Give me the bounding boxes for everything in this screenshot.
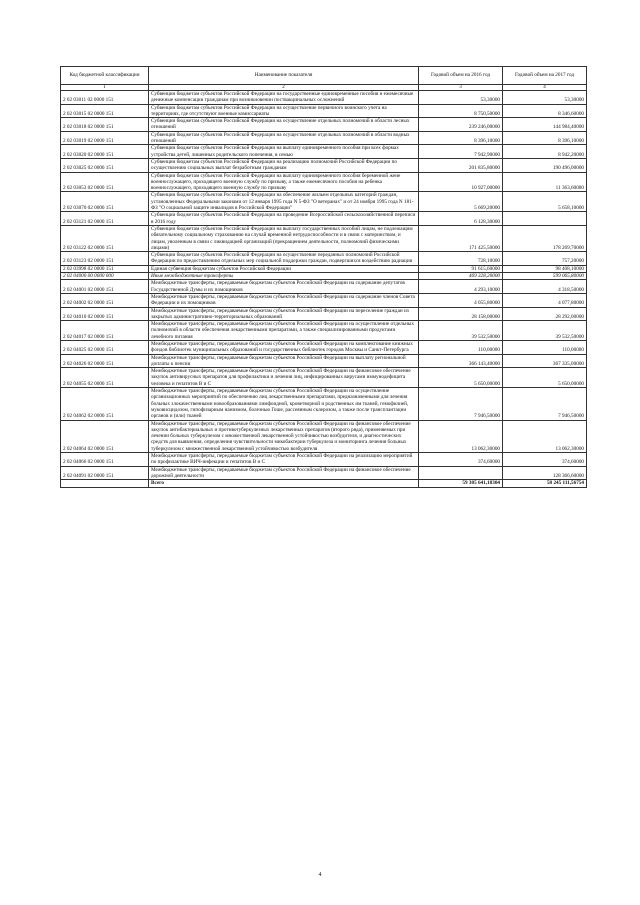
volume-2016-cell: 728,10000	[419, 252, 503, 266]
page-number: 4	[318, 872, 322, 878]
budget-code-cell: 2 02 03020 02 0000 151	[61, 145, 149, 159]
table-row	[61, 466, 587, 480]
indicator-name-cell: Межбюджетные трансферты, передаваемые бюджетам субъектов Российской Федерации на финансовое обеспечение закупок антибактериальных и противотуберкулезных лекарственных препаратов (второго ряда), применяемых при лечении больных туберкулезом с множественной лекарственной устойчивостью возбудителя, и диагностических средств для выявления, определения чувствительности микобактерии туберкулеза и мониторинга лечения больных туберкулезом с множественной лекарственной устойчивостью возбудителя	[149, 420, 419, 452]
total-row	[61, 480, 587, 487]
volume-2017-cell: 144 984,40000	[503, 118, 587, 132]
column-number: 1	[61, 85, 149, 91]
indicator-name-cell: Субвенции бюджетам субъектов Российской Федерации на государственные единовременные пособия и ежемесячные денежные компенсации гражданам при возникновении поствакцинальных осложнений	[149, 91, 419, 105]
volume-2017-cell: 4 318,50000	[503, 280, 587, 294]
volume-2016-cell: 4 055,80000	[419, 293, 503, 307]
volume-2016-cell: 110,00000	[419, 340, 503, 354]
table-row	[61, 293, 587, 307]
budget-code-cell: 2 02 04017 02 0000 151	[61, 321, 149, 341]
indicator-name-cell: Субвенции бюджетам субъектов Российской Федерации на осуществление первичного воинского учета на территориях, где отсутствуют военные комиссариаты	[149, 104, 419, 118]
volume-2017-cell: 374,60000	[503, 453, 587, 467]
budget-code-cell: 2 02 04055 02 0000 151	[61, 368, 149, 388]
budget-code-cell: 2 02 04026 02 0000 151	[61, 354, 149, 368]
budget-code-cell: 2 02 03122 02 0000 151	[61, 225, 149, 251]
indicator-name-cell: Межбюджетные трансферты, передаваемые бюджетам субъектов Российской Федерации на переселение граждан из закрытых административно-территориальных образований	[149, 307, 419, 321]
volume-2016-cell: 13 062,30000	[419, 420, 503, 452]
volume-2017-cell: 8 942,20000	[503, 145, 587, 159]
header-indicator-name: Наименование показателя	[149, 67, 419, 85]
total-code-cell	[61, 480, 149, 487]
table-row	[61, 273, 587, 280]
table-body	[61, 91, 587, 480]
indicator-name-cell: Иные межбюджетные трансферты	[149, 273, 419, 280]
volume-2017-cell: 5 658,10000	[503, 192, 587, 212]
volume-2017-cell: 4 077,80000	[503, 293, 587, 307]
header-volume-2016: Годовой объем на 2016 год	[419, 67, 503, 85]
table-row	[61, 252, 587, 266]
volume-2017-cell: 7 946,50000	[503, 388, 587, 420]
volume-2016-cell: 171 425,50000	[419, 225, 503, 251]
budget-code-cell: 2 02 04064 02 0000 151	[61, 420, 149, 452]
volume-2016-cell	[419, 466, 503, 480]
indicator-name-cell: Субвенции бюджетам субъектов Российской Федерации на проведение Всероссийской сельскохозяйственной переписи в 2016 году	[149, 212, 419, 226]
volume-2016-cell: 28 158,00000	[419, 307, 503, 321]
volume-2016-cell: 7 942,90000	[419, 145, 503, 159]
budget-table	[60, 66, 587, 488]
header-budget-code: Код бюджетной классификации	[61, 67, 149, 85]
volume-2017-cell: 5 650,00000	[503, 368, 587, 388]
volume-2017-cell: 128 366,60000	[503, 466, 587, 480]
volume-2016-cell: 39 532,50000	[419, 321, 503, 341]
budget-code-cell: 2 02 03998 02 0000 151	[61, 265, 149, 272]
table-row	[61, 118, 587, 132]
budget-code-cell: 2 02 03015 02 0000 151	[61, 104, 149, 118]
volume-2017-cell: 98 408,10000	[503, 265, 587, 272]
table-row	[61, 131, 587, 145]
budget-code-cell: 2 02 03070 02 0000 151	[61, 192, 149, 212]
budget-code-cell: 2 02 03025 02 0000 151	[61, 158, 149, 172]
table-header-row	[61, 67, 587, 85]
column-number: 3	[419, 85, 503, 91]
budget-code-cell: 2 02 04091 02 0000 151	[61, 466, 149, 480]
indicator-name-cell: Межбюджетные трансферты, передаваемые бюджетам субъектов Российской Федерации на комплектование книжных фондов библиотек муниципальных образований и государственных библиотек городов Москвы и Санкт-Петербурга	[149, 340, 419, 354]
volume-2017-cell: 8 396,10000	[503, 131, 587, 145]
indicator-name-cell: Субвенции бюджетам субъектов Российской Федерации на выплату государственных пособий лицам, не подлежащим обязательному социальному страхованию на случай временной нетрудоспособности и в связи с материнством, и лицам, уволенным в связи с ликвидацией организаций (прекращением деятельности, полномочий физическими лицами)	[149, 225, 419, 251]
table-row	[61, 340, 587, 354]
volume-2017-cell: 13 062,30000	[503, 420, 587, 452]
table-row	[61, 420, 587, 452]
volume-2016-cell: 366 143,40000	[419, 354, 503, 368]
header-volume-2017: Годовой объем на 2017 год	[503, 67, 587, 85]
volume-2017-cell: 367 335,00000	[503, 354, 587, 368]
budget-code-cell: 2 02 04066 02 0000 151	[61, 453, 149, 467]
volume-2016-cell: 469 328,20000	[419, 273, 503, 280]
budget-code-cell: 2 02 04002 02 0000 151	[61, 293, 149, 307]
budget-code-cell: 2 02 03121 02 0000 151	[61, 212, 149, 226]
indicator-name-cell: Субвенции бюджетам субъектов Российской Федерации на выплату единовременного пособия беременной жене военнослужащего, проходящего военную службу по призыву, а также ежемесячного пособия на ребенка военнослужащего, проходящего военную службу по призыву	[149, 172, 419, 192]
volume-2017-cell: 190 496,00000	[503, 158, 587, 172]
budget-document-page	[60, 66, 586, 488]
table-row	[61, 192, 587, 212]
volume-2016-cell: 5 650,00000	[419, 368, 503, 388]
indicator-name-cell: Межбюджетные трансферты, передаваемые бюджетам субъектов Российской Федерации на выплату региональной доплаты к пенсии	[149, 354, 419, 368]
budget-code-cell: 2 02 03011 02 0000 151	[61, 91, 149, 105]
indicator-name-cell: Субвенции бюджетам субъектов Российской Федерации на обеспечение жильем отдельных категорий граждан, установленных Федеральными законами от 12 января 1995 года N 5-ФЗ "О ветеранах" и от 24 ноября 1995 года N 181-ФЗ "О социальной защите инвалидов в Российской Федерации"	[149, 192, 419, 212]
volume-2017-cell: 599 065,80000	[503, 273, 587, 280]
volume-2016-cell: 239 246,00000	[419, 118, 503, 132]
budget-code-cell: 2 02 04001 02 0000 151	[61, 280, 149, 294]
budget-code-cell: 2 02 04025 02 0000 151	[61, 340, 149, 354]
table-row	[61, 307, 587, 321]
total-2017: 58 245 111,56754	[503, 480, 587, 487]
table-row	[61, 453, 587, 467]
budget-code-cell: 2 02 03018 02 0000 151	[61, 118, 149, 132]
indicator-name-cell: Межбюджетные трансферты, передаваемые бюджетам субъектов Российской Федерации на финансовое обеспечение закупок антивирусных препаратов для профилактики и лечения лиц, инфицированных вирусами иммунодефицита человека и гепатитов В и С	[149, 368, 419, 388]
volume-2016-cell: 201 835,80000	[419, 158, 503, 172]
table-row	[61, 145, 587, 159]
volume-2016-cell: 7 946,50000	[419, 388, 503, 420]
volume-2017-cell: 11 363,60000	[503, 172, 587, 192]
budget-code-cell: 2 02 04062 02 0000 151	[61, 388, 149, 420]
volume-2016-cell: 8 396,10000	[419, 131, 503, 145]
volume-2016-cell: 6 128,30000	[419, 212, 503, 226]
table-row	[61, 212, 587, 226]
budget-code-cell: 2 02 03053 02 0000 151	[61, 172, 149, 192]
table-row	[61, 368, 587, 388]
indicator-name-cell: Межбюджетные трансферты, передаваемые бюджетам субъектов Российской Федерации на осуществление организационных мероприятий по обеспечению лиц лекарственными препаратами, предназначенными для лечения больных злокачественными новообразованиями лимфоидной, кроветворной и родственных им тканей, гемофилией, муковисцидозом, гипофизарным нанизмом, болезнью Гоше, рассеянным склерозом, а также после трансплантации органов и (или) тканей	[149, 388, 419, 420]
indicator-name-cell: Межбюджетные трансферты, передаваемые бюджетам субъектов Российской Федерации на содержание членов Совета Федерации и их помощников	[149, 293, 419, 307]
table-row	[61, 172, 587, 192]
indicator-name-cell: Субвенции бюджетам субъектов Российской Федерации на осуществление переданных полномочий Российской Федерации по предоставлению отдельных мер социальной поддержки граждан, подвергшихся воздействию радиации	[149, 252, 419, 266]
budget-code-cell: 2 02 04000 00 0000 000	[61, 273, 149, 280]
table-row	[61, 225, 587, 251]
indicator-name-cell: Субвенции бюджетам субъектов Российской Федерации на осуществление отдельных полномочий в области лесных отношений	[149, 118, 419, 132]
volume-2017-cell: 53,30000	[503, 91, 587, 105]
volume-2017-cell	[503, 212, 587, 226]
table-row	[61, 280, 587, 294]
table-row	[61, 104, 587, 118]
volume-2016-cell: 91 615,60000	[419, 265, 503, 272]
table-row	[61, 354, 587, 368]
volume-2016-cell: 4 293,10000	[419, 280, 503, 294]
table-row	[61, 388, 587, 420]
volume-2016-cell: 8 750,50000	[419, 104, 503, 118]
volume-2017-cell: 8 346,60000	[503, 104, 587, 118]
column-number: 4	[503, 85, 587, 91]
table-row	[61, 91, 587, 105]
budget-code-cell: 2 02 03019 02 0000 151	[61, 131, 149, 145]
volume-2016-cell: 10 927,00000	[419, 172, 503, 192]
indicator-name-cell: Межбюджетные трансферты, передаваемые бюджетам субъектов Российской Федерации на осуществление отдельных полномочий в области обеспечения лекарственными препаратами, а также специализированными продуктами лечебного питания	[149, 321, 419, 341]
budget-code-cell: 2 02 04010 02 0000 151	[61, 307, 149, 321]
table-row	[61, 158, 587, 172]
indicator-name-cell: Субвенции бюджетам субъектов Российской Федерации на осуществление отдельных полномочий в области водных отношений	[149, 131, 419, 145]
total-label: Всего	[149, 480, 419, 487]
volume-2016-cell: 374,60000	[419, 453, 503, 467]
volume-2017-cell: 110,00000	[503, 340, 587, 354]
table-row	[61, 265, 587, 272]
indicator-name-cell: Единая субвенция бюджетам субъектов Российской Федерации	[149, 265, 419, 272]
volume-2017-cell: 757,20000	[503, 252, 587, 266]
total-2016: 59 305 641,18304	[419, 480, 503, 487]
volume-2017-cell: 178 269,70000	[503, 225, 587, 251]
budget-code-cell: 2 02 03123 02 0000 151	[61, 252, 149, 266]
column-number: 2	[149, 85, 419, 91]
volume-2017-cell: 39 532,50000	[503, 321, 587, 341]
indicator-name-cell: Межбюджетные трансферты, передаваемые бюджетам субъектов Российской Федерации на содержание депутатов Государственной Думы и их помощников	[149, 280, 419, 294]
indicator-name-cell: Субвенции бюджетам субъектов Российской Федерации на выплату единовременного пособия при всех формах устройства детей, лишенных родительского попечения, в семью	[149, 145, 419, 159]
table-row	[61, 321, 587, 341]
indicator-name-cell: Межбюджетные трансферты, передаваемые бюджетам субъектов Российской Федерации на реализацию мероприятий по профилактике ВИЧ-инфекции и гепатитов В и С	[149, 453, 419, 467]
indicator-name-cell: Субвенции бюджетам субъектов Российской Федерации на реализацию полномочий Российской Федерации по осуществлению социальных выплат безработным гражданам	[149, 158, 419, 172]
indicator-name-cell: Межбюджетные трансферты, передаваемые бюджетам субъектов Российской Федерации на финансовое обеспечение дорожной деятельности	[149, 466, 419, 480]
volume-2016-cell: 53,30000	[419, 91, 503, 105]
volume-2017-cell: 28 292,00000	[503, 307, 587, 321]
volume-2016-cell: 5 669,20000	[419, 192, 503, 212]
